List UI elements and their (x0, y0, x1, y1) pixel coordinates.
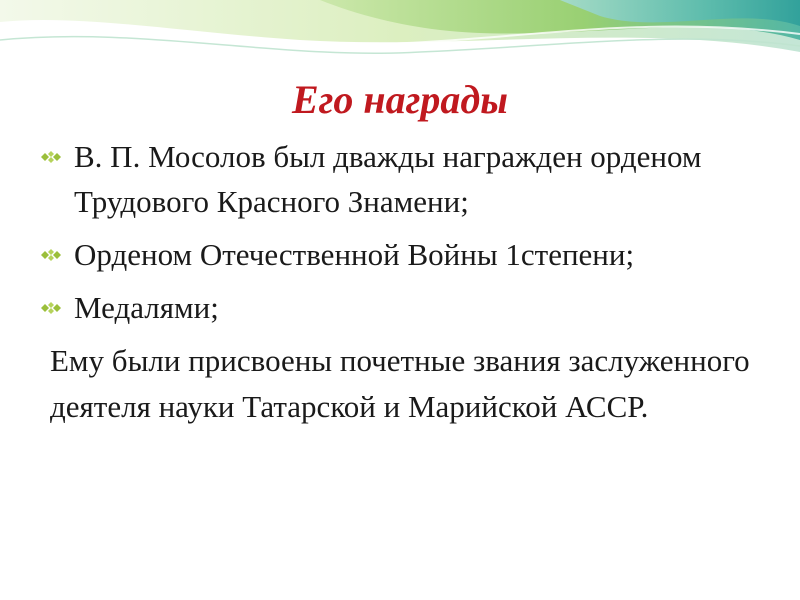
bullet-item (36, 232, 776, 277)
bullet-text: Медалями; (74, 290, 219, 325)
bullet-text: В. П. Мосолов был дважды награжден орденом Трудового Красного Знамени; (74, 139, 702, 219)
diamond-cluster-icon (36, 148, 64, 166)
body-paragraph: Ему были присвоены почетные звания заслуженного деятеля науки Татарской и Марийской АССР. (50, 343, 750, 424)
bullet-item (36, 285, 776, 330)
bullet-item (36, 134, 776, 224)
bullet-text: Орденом Отечественной Войны 1степени; (74, 237, 635, 272)
diamond-cluster-icon (36, 299, 64, 317)
header-wave-decoration (0, 0, 800, 80)
slide-content (36, 134, 776, 430)
diamond-cluster-icon (36, 246, 64, 264)
slide-title: Его награды (291, 77, 508, 122)
